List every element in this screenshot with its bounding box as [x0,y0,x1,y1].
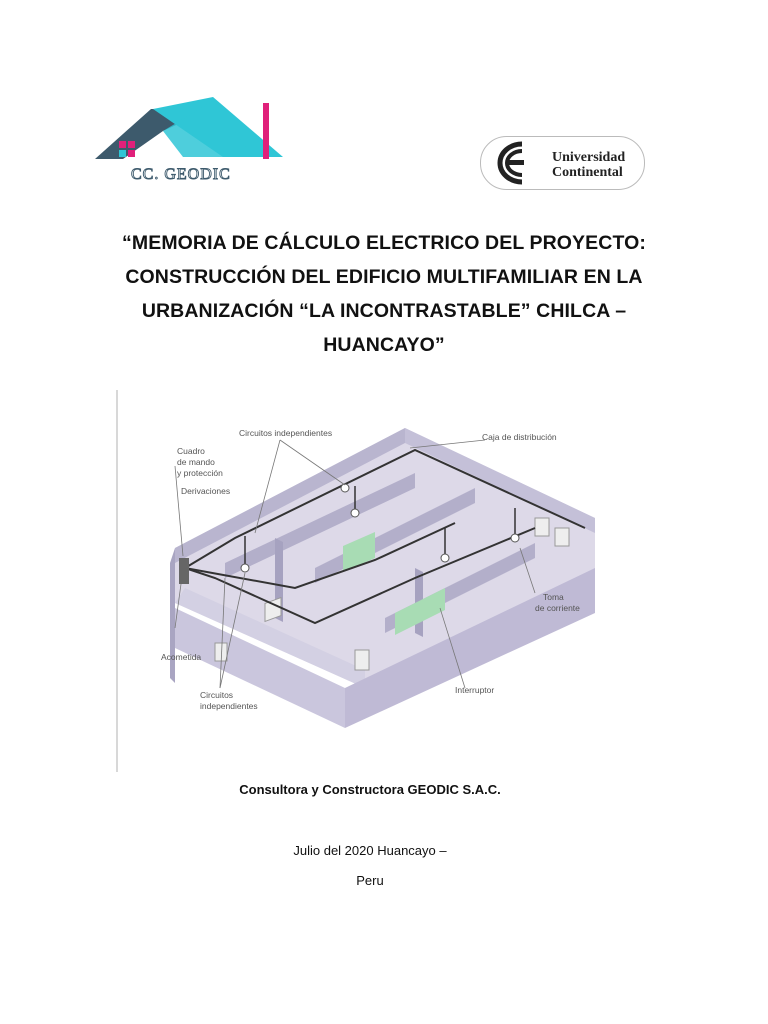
label-toma: Toma [543,592,564,602]
date-line: Julio del 2020 Huancayo – [293,843,447,858]
universidad-continental-logo [480,136,645,190]
logo-line2: Continental [552,165,623,180]
label-interruptor: Interruptor [455,685,495,695]
label-cuadro: y protección [177,468,223,478]
lamp-icon [241,564,249,572]
label-cuadro: de mando [177,457,215,467]
label-derivaciones: Derivaciones [181,486,231,496]
label-acometida: Acometida [161,652,202,662]
title-line: URBANIZACIÓN “LA INCONTRASTABLE” CHILCA – [141,300,627,322]
label-cuadro: Cuadro [177,446,205,456]
date-location [0,836,740,896]
lamp-icon [511,534,519,542]
title-line: HUANCAYO” [323,334,445,356]
label-toma: de corriente [535,603,580,613]
distribution-panel-icon [179,558,189,584]
company-name: Consultora y Constructora GEODIC S.A.C. [239,782,501,797]
label-circuitos-bottom: independientes [200,701,258,711]
logo-text: CC. GEODIC [131,166,231,183]
logo-line1: Universidad [552,150,626,165]
house-logo-icon [93,95,288,187]
electrical-installation-illustration [115,388,605,772]
geodic-logo [93,95,288,187]
title-line: “MEMORIA DE CÁLCULO ELECTRICO DEL PROYECTO: [122,232,646,254]
label-circuitos-bottom: Circuitos [200,690,234,700]
lamp-icon [441,554,449,562]
label-circuitos-top: Circuitos independientes [239,428,333,438]
title-line: CONSTRUCCIÓN DEL EDIFICIO MULTIFAMILIAR EN LA [125,266,643,288]
lamp-icon [341,484,349,492]
lamp-icon [351,509,359,517]
document-title [60,226,708,362]
country-line: Peru [356,873,384,888]
label-caja-distribucion: Caja de distribución [482,432,557,442]
